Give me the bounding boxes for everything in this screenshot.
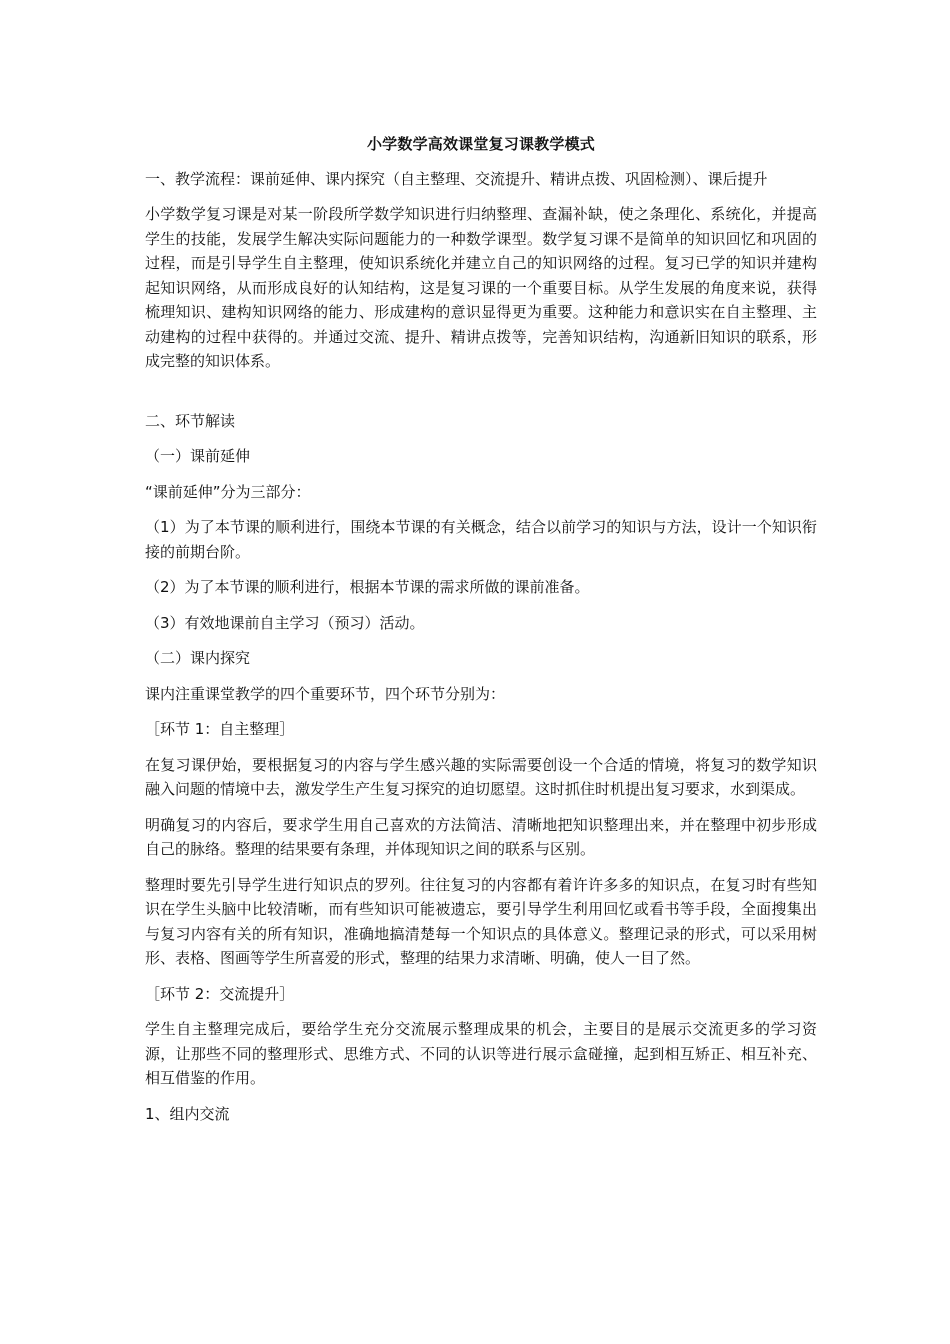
link-2-heading: ［环节 2：交流提升］ (145, 984, 295, 1003)
document-body (145, 132, 817, 1137)
link-1-paragraph-3: 整理时要先引导学生进行知识点的罗列。往往复习的内容都有着许许多多的知识点，在复习时有些知识在学生头脑中比较清晰，而有些知识可能被遗忘，要引导学生利用回忆或看书等手段，全面搜集出与复习内容有关的所有知识，准确地搞清楚每一个知识点的具体意义。整理记录的形式，可以采用树形、表格、图画等学生所喜爱的形式，整理的结果力求清晰、明确，使人一目了然。 (145, 875, 817, 967)
subsection-heading-2: （二）课内探究 (145, 649, 251, 667)
subsection-2-intro: 课内注重课堂教学的四个重要环节，四个环节分别为： (145, 684, 506, 703)
section-heading-2: 二、环节解读 (145, 411, 236, 430)
subsection-heading-1: （一）课前延伸 (145, 447, 251, 465)
intro-paragraph: 小学数学复习课是对某一阶段所学数学知识进行归纳整理、查漏补缺，使之条理化、系统化，并提高学生的技能，发展学生解决实际问题能力的一种数学课型。数学复习课不是简单的知识回忆和巩固的过程，而是引导学生自主整理，使知识系统化并建立自己的知识网络的过程。复习已学的知识并建构起知识网络，从而形成良好的认知结构，这是复习课的一个重要目标。从学生发展的角度来说，获得梳理知识、建构知识网络的能力、形成建构的意识显得更为重要。这种能力和意识实在自主整理、主动建构的过程中获得的。并通过交流、提升、精讲点拨等，完善知识结构，沟通新旧知识的联系，形成完整的知识体系。 (145, 205, 817, 370)
link-1-paragraph-2: 明确复习的内容后，要求学生用自己喜欢的方法简洁、清晰地把知识整理出来，并在整理中初步形成自己的脉络。整理的结果要有条理，并体现知识之间的联系与区别。 (145, 815, 817, 858)
link-1-paragraph-1: 在复习课伊始，要根据复习的内容与学生感兴趣的实际需要创设一个合适的情境，将复习的数学知识融入问题的情境中去，激发学生产生复习探究的迫切愿望。这时抓住时机提出复习要求，水到渠成。 (145, 755, 817, 798)
spacer (145, 385, 817, 409)
subsection-1-intro: “课前延伸”分为三部分： (145, 482, 311, 501)
document-title: 小学数学高效课堂复习课教学模式 (366, 135, 595, 153)
link-1-heading: ［环节 1：自主整理］ (145, 720, 295, 738)
subsection-1-item-1: （1）为了本节课的顺利进行，围绕本节课的有关概念，结合以前学习的知识与方法，设计一个知识衔接的前期台阶。 (145, 518, 817, 561)
subsection-1-item-2: （2）为了本节课的顺利进行，根据本节课的需求所做的课前准备。 (145, 578, 590, 596)
link-2-item-1: 1、组内交流 (145, 1104, 230, 1123)
teaching-flow: 一、教学流程：课前延伸、课内探究（自主整理、交流提升、精讲点拨、巩固检测）、课后提升 (145, 169, 768, 188)
link-2-paragraph-1: 学生自主整理完成后，要给学生充分交流展示整理成果的机会，主要目的是展示交流更多的学习资源，让那些不同的整理形式、思维方式、不同的认识等进行展示盒碰撞，起到相互矫正、相互补充、相互借鉴的作用。 (145, 1020, 817, 1087)
subsection-1-item-3: （3）有效地课前自主学习（预习）活动。 (145, 613, 425, 632)
